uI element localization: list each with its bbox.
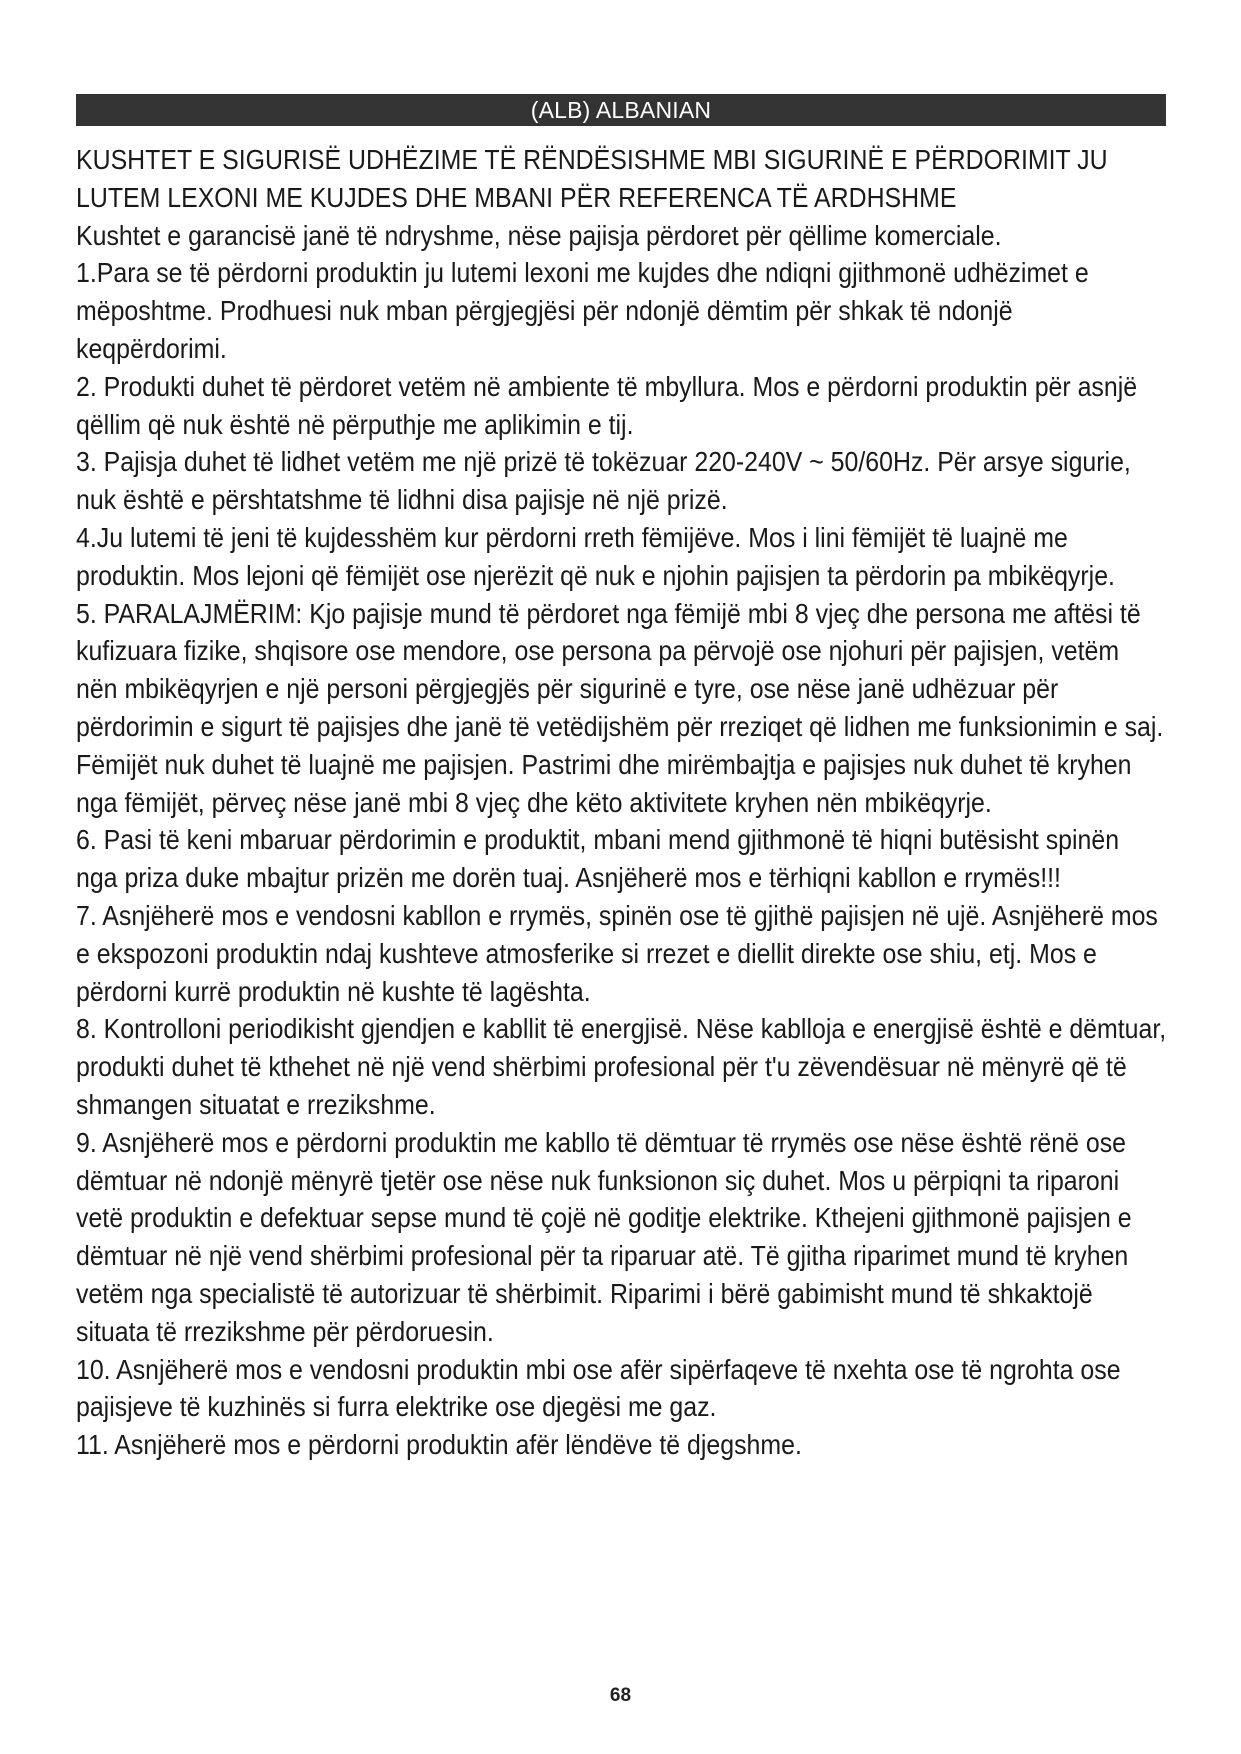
document-title: KUSHTET E SIGURISË UDHËZIME TË RËNDËSISHME MBI SIGURINË E PËRDORIMIT JU LUTEM LEXONI ME KUJDES DHE MBANI PËR REFERENCA TË ARDHSHME xyxy=(76,144,1108,213)
instruction-item-3: 3. Pajisja duhet të lidhet vetëm me një prizë të tokëzuar 220-240V ~ 50/60Hz. Për arsye sigurie, nuk është e përshtatshme të lidhni disa pajisje në një prizë. xyxy=(76,446,1131,516)
warranty-note: Kushtet e garancisë janë të ndryshme, nëse pajisja përdoret për qëllime komerciale. xyxy=(76,219,1002,251)
instruction-item-1: 1.Para se të përdorni produktin ju lutemi lexoni me kujdes dhe ndiqni gjithmonë udhëzimet e mëposhtme. Prodhuesi nuk mban përgjegjësi për ndonjë dëmtim për shkak të ndonjë keqpërdorimi. xyxy=(76,257,1089,364)
safety-instructions xyxy=(76,141,1167,1464)
instruction-item-5: 5. PARALAJMËRIM: Kjo pajisje mund të përdoret nga fëmijë mbi 8 vjeç dhe persona me aftësi të kufizuara fizike, shqisore ose mendore, ose persona pa përvojë ose njohuri për pajisjen, vetëm nën mbikëqyrjen e një personi përgjegjës për sigurinë e tyre, ose nëse janë udhëzuar për përdorimin e sigurt të pajisjes dhe janë të vetëdijshëm për rreziqet që lidhen me funksionimin e saj. Fëmijët nuk duhet të luajnë me pajisjen. Pastrimi dhe mirëmbajtja e pajisjes nuk duhet të kryhen nga fëmijët, përveç nëse janë mbi 8 vjeç dhe këto aktivitete kryhen nën mbikëqyrje. xyxy=(76,597,1164,818)
instruction-item-6: 6. Pasi të keni mbaruar përdorimin e produktit, mbani mend gjithmonë të hiqni butësisht spinën nga priza duke mbajtur prizën me dorën tuaj. Asnjëherë mos e tërhiqni kabllon e rrymës!!! xyxy=(76,824,1120,894)
instruction-item-7: 7. Asnjëherë mos e vendosni kabllon e rrymës, spinën ose të gjithë pajisjen në ujë. Asnjëherë mos e ekspozoni produktin ndaj kushteve atmosferike si rrezet e diellit direkte ose shiu, etj. Mos e përdorni kurrë produktin në kushte të lagështa. xyxy=(76,899,1158,1007)
instruction-item-4: 4.Ju lutemi të jeni të kujdesshëm kur përdorni rreth fëmijëve. Mos i lini fëmijët të luajnë me produktin. Mos lejoni që fëmijët ose njerëzit që nuk e njohin pajisjen ta përdorin pa mbikëqyrje. xyxy=(76,521,1115,591)
instruction-item-8: 8. Kontrolloni periodikisht gjendjen e kabllit të energjisë. Nëse kablloja e energjisë është e dëmtuar, produkti duhet të kthehet në një vend shërbimi profesional për t'u zëvendësuar në mënyrë që të shmangen situatat e rrezikshme. xyxy=(76,1013,1167,1120)
page-number: 68 xyxy=(609,1685,632,1706)
instruction-item-11: 11. Asnjëherë mos e përdorni produktin afër lëndëve të djegshme. xyxy=(76,1429,802,1461)
instruction-item-9: 9. Asnjëherë mos e përdorni produktin me kabllo të dëmtuar të rrymës ose nëse është rënë ose dëmtuar në ndonjë mënyrë tjetër ose nëse nuk funksionon siç duhet. Mos u përpiqni ta riparoni vetë produktin e defektuar sepse mund të çojë në goditje elektrike. Kthejeni gjithmonë pajisjen e dëmtuar në një vend shërbimi profesional për ta riparuar atë. Të gjitha riparimet mund të kryhen vetëm nga specialistë të autorizuar të shërbimit. Riparimi i bërë gabimisht mund të shkaktojë situata të rrezikshme për përdoruesin. xyxy=(76,1126,1132,1347)
language-header-bar: (ALB) ALBANIAN xyxy=(76,94,1166,126)
instruction-item-10: 10. Asnjëherë mos e vendosni produktin mbi ose afër sipërfaqeve të nxehta ose të ngrohta ose pajisjeve të kuzhinës si furra elektrike ose djegësi me gaz. xyxy=(76,1353,1121,1423)
instruction-item-2: 2. Produkti duhet të përdoret vetëm në ambiente të mbyllura. Mos e përdorni produktin për asnjë qëllim që nuk është në përputhje me aplikimin e tij. xyxy=(76,370,1138,440)
